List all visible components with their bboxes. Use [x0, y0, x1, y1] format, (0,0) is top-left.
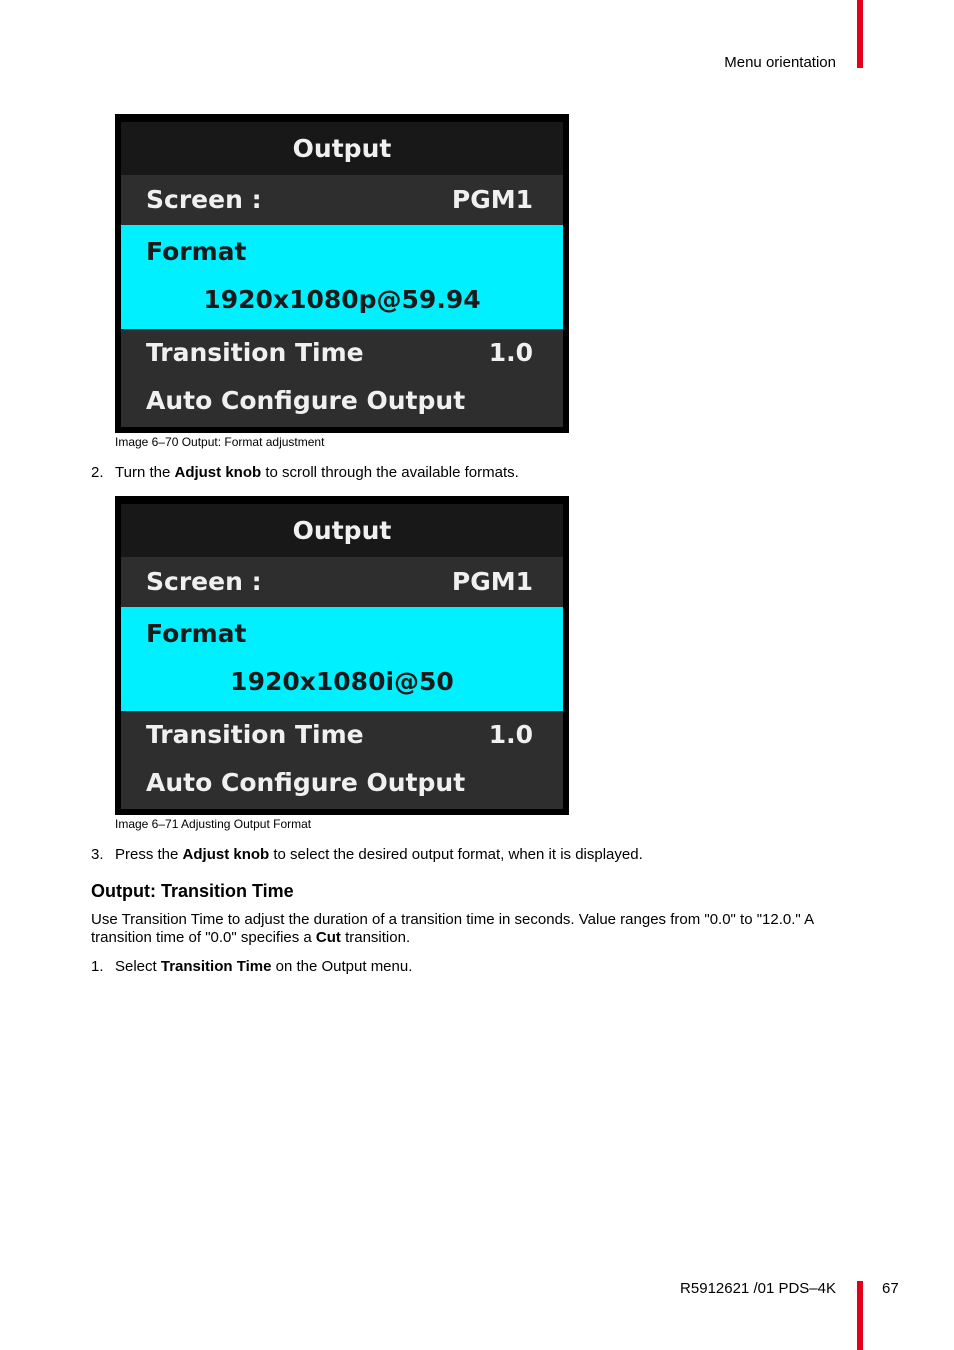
osd-format-label: Format [146, 237, 247, 266]
osd-title: Output [121, 504, 563, 557]
paragraph-text: transition. [340, 929, 411, 946]
osd-format-row-selected [121, 225, 563, 329]
osd-transition-label: Transition Time [146, 338, 364, 367]
osd-format-value: 1920x1080p@59.94 [203, 285, 481, 314]
osd-screenshot-format-adjustment [115, 114, 569, 433]
page-number: 67 [882, 1280, 899, 1297]
step-1 [91, 958, 412, 975]
step-text: Turn the [115, 464, 175, 481]
image-caption-2: Image 6–71 Adjusting Output Format [115, 817, 312, 831]
osd-auto-configure: Auto Configure Output [146, 768, 466, 797]
step-text: on the Output menu. [271, 958, 413, 975]
osd-screen-label: Screen : [146, 567, 262, 596]
step-number: 2. [91, 464, 104, 481]
osd-transition-value: 1.0 [488, 720, 533, 749]
osd-screen-row [121, 175, 563, 225]
footer-accent-bar [857, 1281, 863, 1350]
osd-transition-label: Transition Time [146, 720, 364, 749]
paragraph-text: Use Transition Time to adjust the duration of a transition time in seconds. Value ranges from "0.0" to "12.0." A transition time of "0.0" specifies a [91, 911, 814, 946]
osd-screen-value: PGM1 [451, 185, 533, 214]
step-text: to select the desired output format, when it is displayed. [269, 846, 643, 863]
step-bold-term: Adjust knob [174, 464, 262, 481]
step-2 [91, 464, 519, 481]
step-text: Press the [115, 846, 183, 863]
osd-auto-configure: Auto Configure Output [146, 386, 466, 415]
osd-format-value: 1920x1080i@50 [230, 667, 454, 696]
section-paragraph [91, 911, 871, 947]
step-text: to scroll through the available formats. [261, 464, 519, 481]
running-header: Menu orientation [724, 54, 836, 71]
header-accent-bar [857, 0, 863, 68]
osd-screenshot-adjusting-format [115, 496, 569, 815]
step-3 [91, 846, 643, 863]
osd-lower-rows [121, 329, 563, 427]
osd-transition-value: 1.0 [488, 338, 533, 367]
step-bold-term: Adjust knob [182, 846, 270, 863]
osd-format-label: Format [146, 619, 247, 648]
step-number: 1. [91, 958, 104, 975]
image-caption-1: Image 6–70 Output: Format adjustment [115, 435, 325, 449]
step-bold-term: Transition Time [160, 958, 272, 975]
osd-screen-row [121, 557, 563, 607]
osd-menu [121, 122, 563, 427]
osd-screen-label: Screen : [146, 185, 262, 214]
osd-format-row-selected [121, 607, 563, 711]
osd-title: Output [121, 122, 563, 175]
osd-lower-rows [121, 711, 563, 809]
paragraph-bold-term: Cut [315, 929, 341, 946]
osd-menu [121, 504, 563, 809]
step-number: 3. [91, 846, 104, 863]
step-text: Select [115, 958, 161, 975]
osd-screen-value: PGM1 [451, 567, 533, 596]
footer-document-id: R5912621 /01 PDS–4K [680, 1280, 836, 1297]
section-heading: Output: Transition Time [91, 881, 294, 901]
